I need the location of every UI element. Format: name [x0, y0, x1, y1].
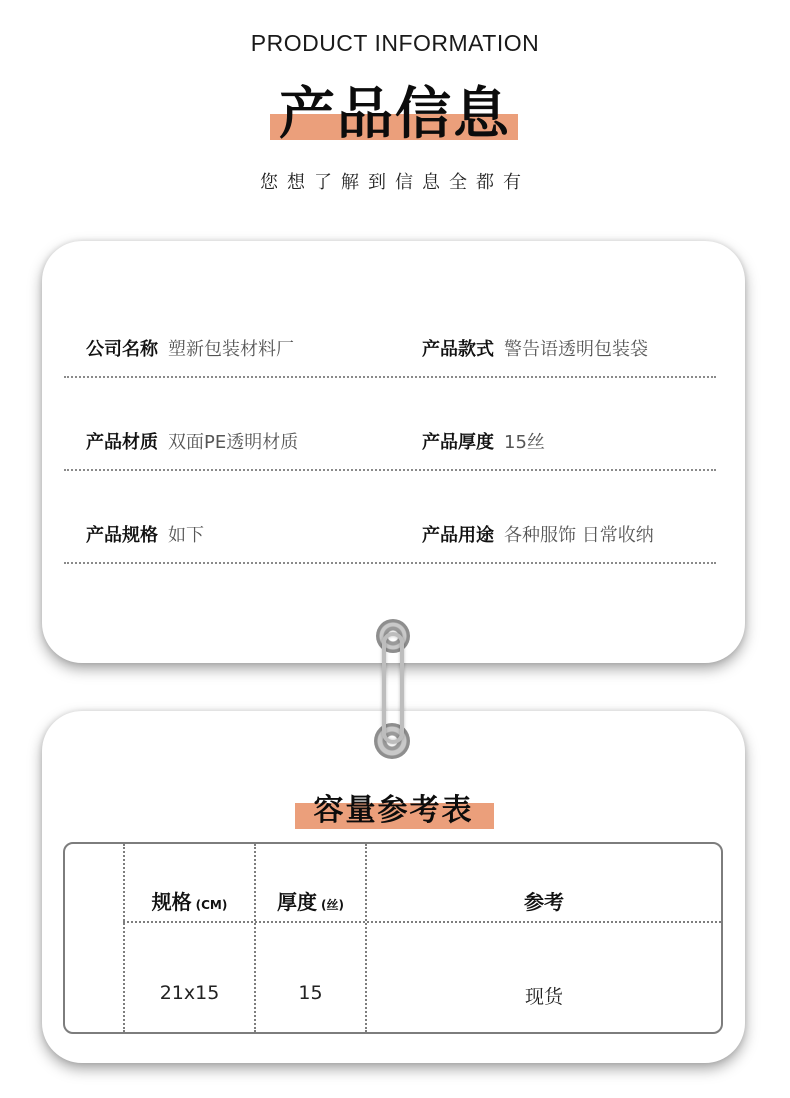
header-unit: (丝)	[321, 898, 344, 912]
table-cell: 21x15	[159, 982, 220, 1004]
info-item-usage	[422, 521, 654, 547]
header-label: 参考	[524, 890, 564, 914]
info-value: 警告语透明包装袋	[504, 339, 648, 360]
header-label: 规格	[151, 890, 192, 914]
info-value: 各种服饰 日常收纳	[504, 525, 654, 546]
info-label: 产品用途	[422, 525, 494, 546]
info-item-material	[86, 428, 298, 454]
info-value: 如下	[168, 525, 204, 546]
info-row	[64, 469, 716, 564]
table-header-reference	[367, 886, 721, 915]
info-item-style	[422, 335, 648, 361]
header-unit: (CM)	[195, 898, 228, 912]
product-info-card	[42, 241, 745, 663]
capacity-table	[63, 842, 723, 1034]
capacity-title: 容量参考表	[313, 793, 474, 828]
info-value: 15丝	[504, 432, 545, 453]
eyebrow-text: PRODUCT INFORMATION	[250, 30, 540, 56]
info-label: 产品规格	[86, 525, 158, 546]
info-label: 产品厚度	[422, 432, 494, 453]
header-label: 厚度	[277, 890, 317, 914]
info-row	[64, 376, 716, 471]
info-value: 双面PE透明材质	[168, 432, 299, 453]
capacity-card	[42, 711, 745, 1063]
table-header-spec	[125, 886, 254, 915]
info-value: 塑新包装材料厂	[168, 339, 294, 360]
info-item-thickness	[422, 428, 545, 454]
info-label: 公司名称	[86, 339, 158, 360]
info-item-company	[86, 335, 294, 361]
page-title: 产品信息	[279, 82, 511, 147]
table-cell: 现货	[524, 986, 563, 1008]
table-cell: 15	[298, 982, 323, 1004]
info-label: 产品款式	[422, 339, 494, 360]
info-label: 产品材质	[86, 432, 158, 453]
info-row	[64, 283, 716, 378]
table-header-thickness	[256, 886, 365, 915]
table-divider	[123, 921, 721, 923]
binder-ring	[382, 632, 404, 744]
page-subtitle: 您想了解到信息全都有	[260, 172, 530, 193]
info-item-spec	[86, 521, 204, 547]
